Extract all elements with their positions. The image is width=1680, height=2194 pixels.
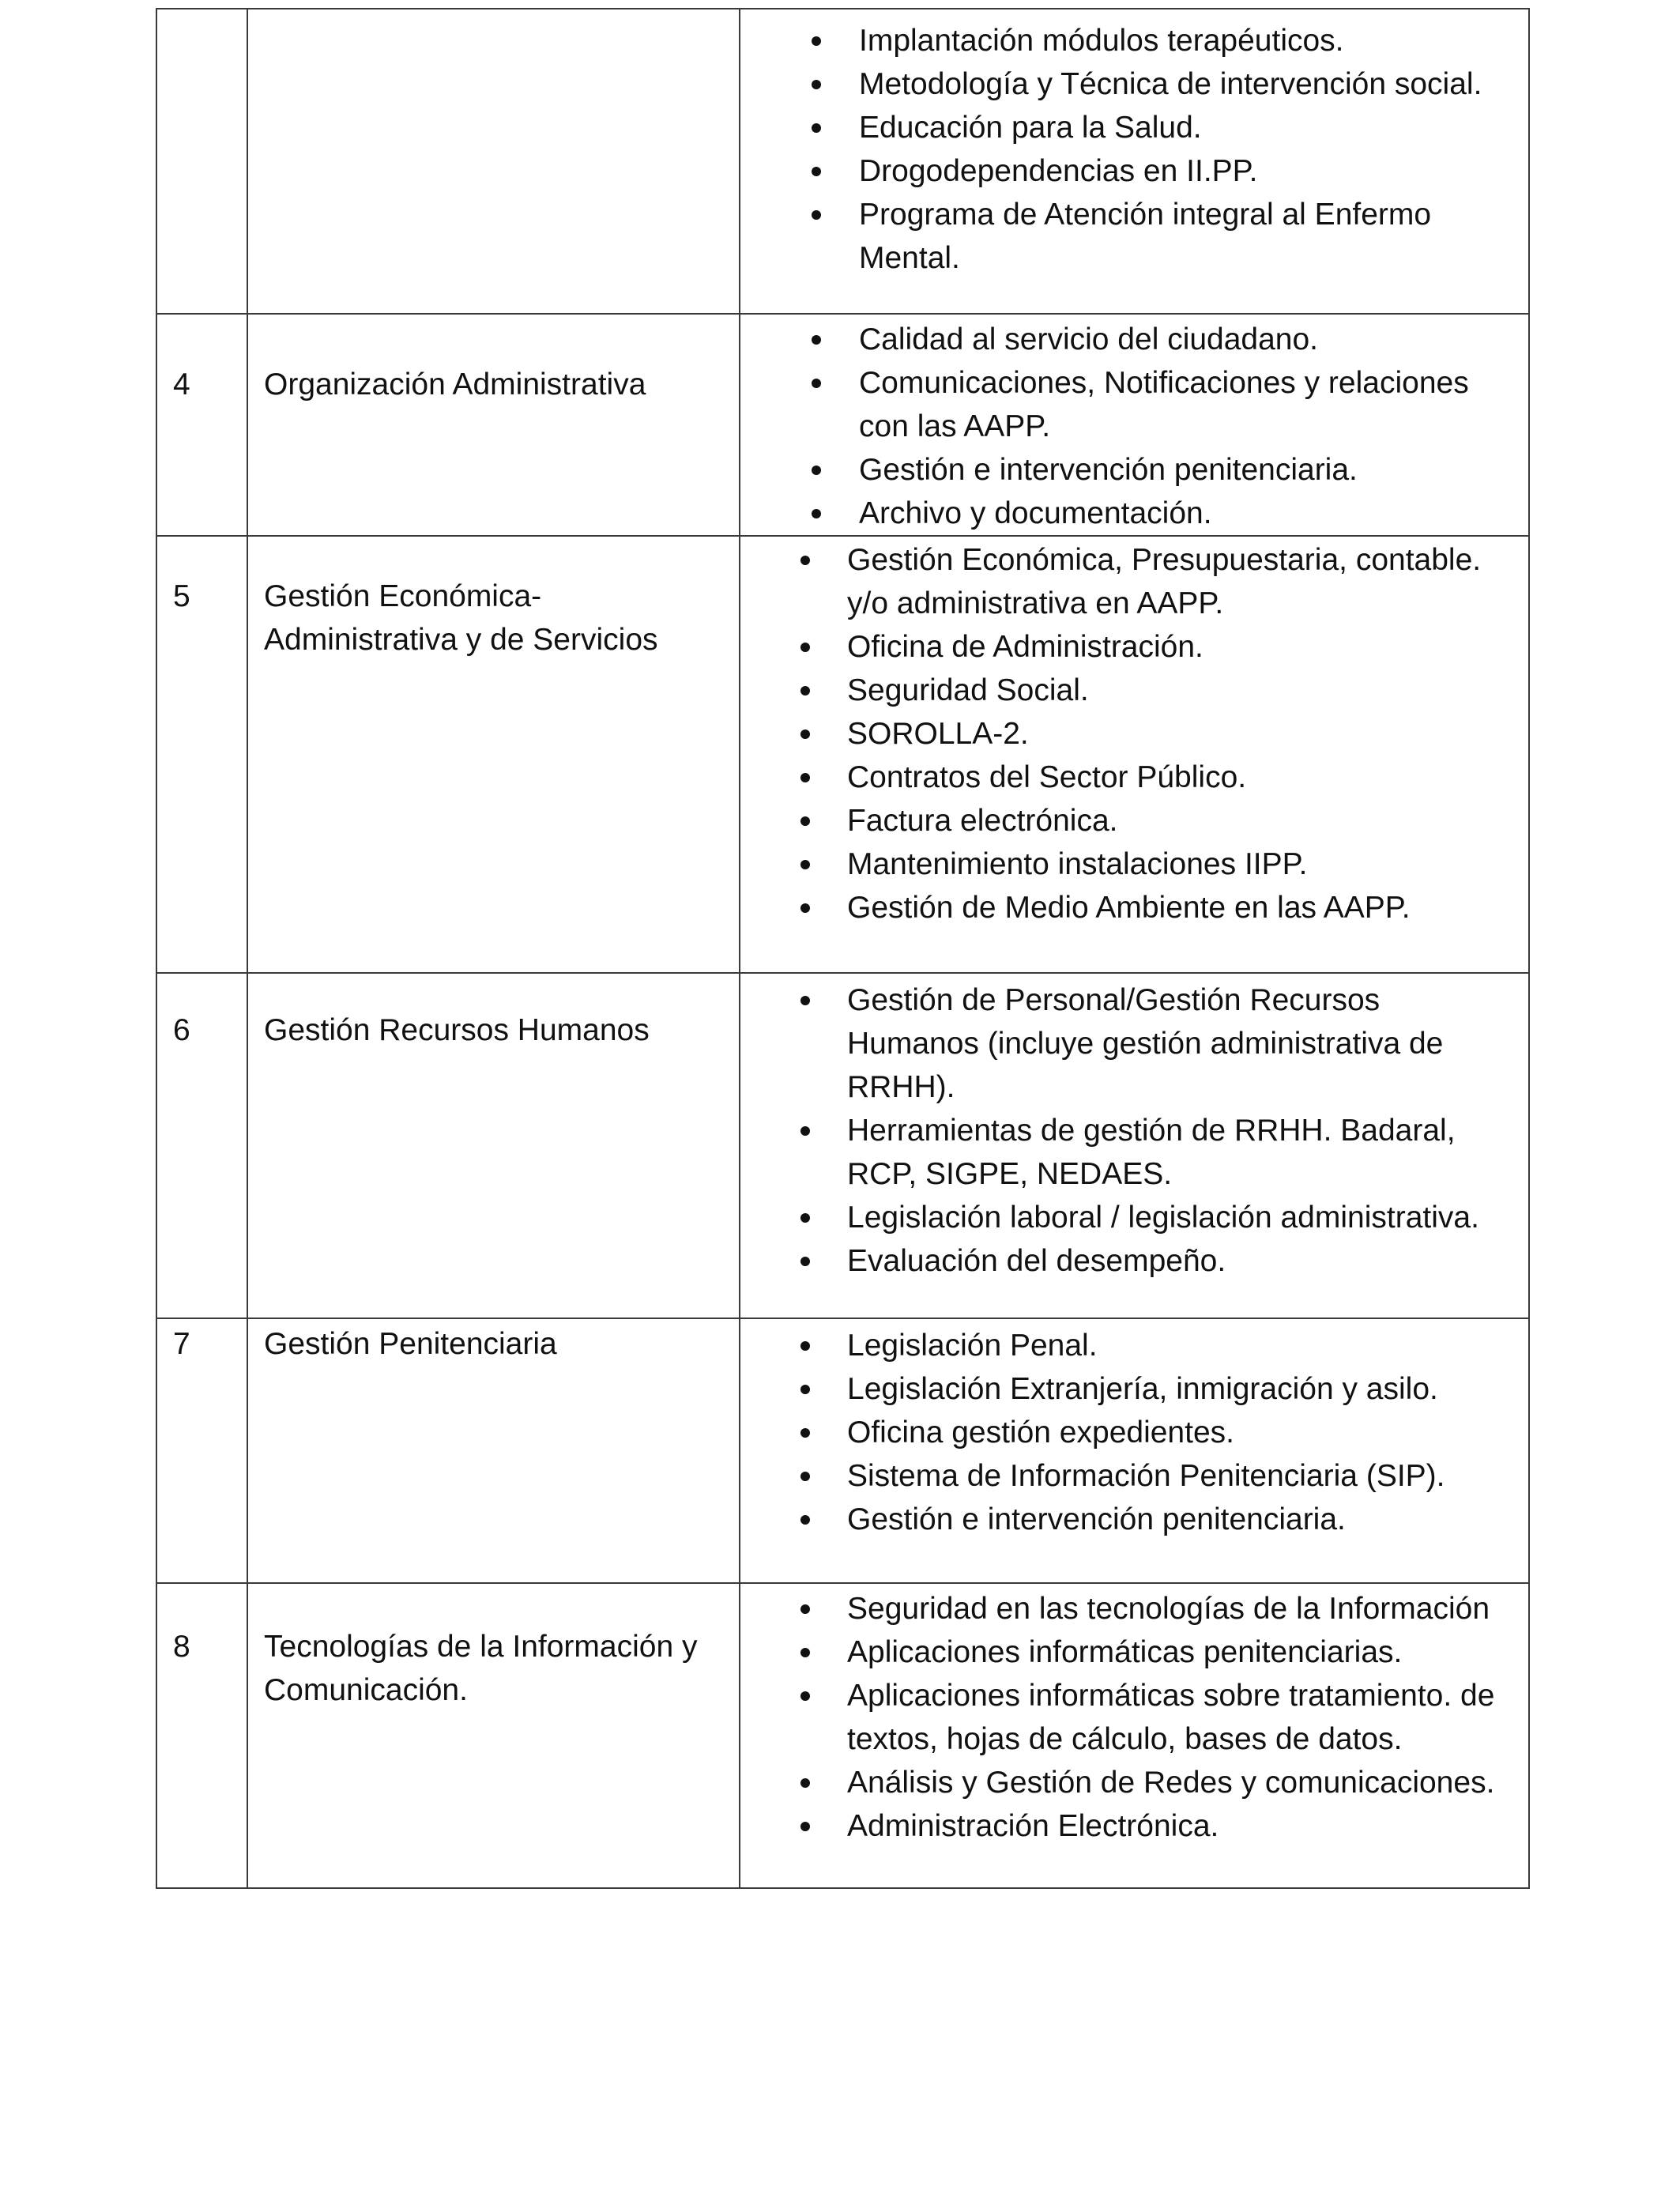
list-item <box>740 1367 1528 1411</box>
bullet-icon <box>800 1778 810 1788</box>
list-item <box>740 886 1528 929</box>
list-item <box>740 361 1528 448</box>
list-item <box>740 978 1528 1109</box>
table-row <box>156 536 1529 973</box>
list-item-text: Mantenimiento instalaciones IIPP. <box>847 847 1308 881</box>
list-item <box>740 62 1528 106</box>
list-item-text: Herramientas de gestión de RRHH. Badaral, RCP, SIGPE, NEDAES. <box>847 1114 1456 1191</box>
list-item <box>740 1411 1528 1454</box>
item-list <box>740 1587 1528 1848</box>
list-item <box>740 843 1528 886</box>
row-number: 6 <box>173 1013 190 1047</box>
row-number-cell <box>156 1318 247 1583</box>
row-title-cell <box>247 973 740 1318</box>
bullet-icon <box>812 80 821 89</box>
row-title-cell <box>247 536 740 973</box>
bullet-icon <box>800 1341 810 1351</box>
row-title-cell <box>247 1318 740 1583</box>
list-item <box>740 1196 1528 1239</box>
bullet-icon <box>812 36 821 46</box>
list-item-text: Programa de Atención integral al Enfermo Mental. <box>859 198 1432 275</box>
row-items-cell <box>740 973 1529 1318</box>
bullet-icon <box>812 210 821 220</box>
item-list <box>740 19 1528 280</box>
row-items-cell <box>740 9 1529 314</box>
list-item-text: SOROLLA-2. <box>847 717 1029 751</box>
list-item <box>740 1804 1528 1848</box>
list-item <box>740 193 1528 280</box>
bullet-icon <box>800 643 810 652</box>
row-title: Organización Administrativa <box>264 368 646 401</box>
row-number: 7 <box>173 1327 190 1361</box>
table-row <box>156 314 1529 536</box>
bullet-icon <box>812 379 821 388</box>
table-row <box>156 1318 1529 1583</box>
list-item-text: Evaluación del desempeño. <box>847 1244 1226 1278</box>
row-number-cell <box>156 973 247 1318</box>
row-number-cell <box>156 314 247 536</box>
row-title-cell <box>247 1583 740 1888</box>
item-list <box>740 538 1528 929</box>
bullet-icon <box>800 1822 810 1831</box>
bullet-icon <box>812 509 821 518</box>
list-item-text: Seguridad en las tecnologías de la Información <box>847 1592 1490 1626</box>
list-item <box>740 756 1528 799</box>
bullet-icon <box>800 1428 810 1438</box>
list-item-text: Aplicaciones informáticas penitenciarias. <box>847 1635 1403 1669</box>
list-item <box>740 625 1528 669</box>
list-item-text: Seguridad Social. <box>847 673 1089 707</box>
list-item-text: Gestión de Personal/Gestión Recursos Humanos (incluye gestión administrativa de RRHH). <box>847 983 1444 1104</box>
list-item-text: Análisis y Gestión de Redes y comunicaciones. <box>847 1766 1495 1800</box>
row-title: Gestión Recursos Humanos <box>264 1013 650 1047</box>
list-item-text: Oficina gestión expedientes. <box>847 1416 1234 1449</box>
bullet-icon <box>800 860 810 869</box>
bullet-icon <box>800 816 810 826</box>
list-item <box>740 149 1528 193</box>
item-list <box>740 978 1528 1283</box>
bullet-icon <box>800 996 810 1005</box>
list-item-text: Gestión e intervención penitenciaria. <box>847 1502 1346 1536</box>
list-item <box>740 1761 1528 1804</box>
row-items-cell <box>740 1318 1529 1583</box>
row-items-cell <box>740 1583 1529 1888</box>
bullet-icon <box>800 686 810 696</box>
list-item <box>740 712 1528 756</box>
list-item-text: Legislación Extranjería, inmigración y asilo. <box>847 1372 1438 1406</box>
bullet-icon <box>812 167 821 176</box>
table-row <box>156 973 1529 1318</box>
row-title-cell <box>247 9 740 314</box>
list-item <box>740 492 1528 535</box>
row-items-cell <box>740 536 1529 973</box>
list-item-text: Gestión de Medio Ambiente en las AAPP. <box>847 891 1411 925</box>
bullet-icon <box>800 1126 810 1136</box>
row-number-cell <box>156 1583 247 1888</box>
bullet-icon <box>800 1604 810 1614</box>
row-title-cell <box>247 314 740 536</box>
list-item <box>740 1239 1528 1283</box>
row-number: 4 <box>173 368 190 401</box>
row-title: Gestión Penitenciaria <box>264 1327 557 1361</box>
bullet-icon <box>800 1515 810 1525</box>
list-item-text: Legislación Penal. <box>847 1329 1098 1363</box>
list-item <box>740 1109 1528 1196</box>
item-list <box>740 318 1528 535</box>
list-item-text: Aplicaciones informáticas sobre tratamiento. de textos, hojas de cálculo, bases de datos. <box>847 1679 1495 1756</box>
bullet-icon <box>800 773 810 782</box>
row-title: Gestión Económica-Administrativa y de Servicios <box>264 579 658 657</box>
row-number-cell <box>156 9 247 314</box>
bullet-icon <box>800 1472 810 1481</box>
list-item <box>740 799 1528 843</box>
list-item-text: Gestión e intervención penitenciaria. <box>859 453 1358 487</box>
bullet-icon <box>800 1691 810 1701</box>
list-item <box>740 1324 1528 1367</box>
list-item-text: Legislación laboral / legislación administrativa. <box>847 1201 1479 1235</box>
bullet-icon <box>800 1648 810 1657</box>
bullet-icon <box>812 466 821 475</box>
bullet-icon <box>812 335 821 345</box>
item-list <box>740 1324 1528 1541</box>
row-items-cell <box>740 314 1529 536</box>
list-item <box>740 1498 1528 1541</box>
list-item-text: Sistema de Información Penitenciaria (SIP). <box>847 1459 1445 1493</box>
list-item-text: Gestión Económica, Presupuestaria, contable. y/o administrativa en AAPP. <box>847 543 1482 620</box>
bullet-icon <box>800 1213 810 1223</box>
list-item-text: Educación para la Salud. <box>859 111 1202 145</box>
bullet-icon <box>800 903 810 913</box>
list-item-text: Administración Electrónica. <box>847 1809 1219 1843</box>
list-item <box>740 19 1528 62</box>
list-item-text: Oficina de Administración. <box>847 630 1203 664</box>
bullet-icon <box>800 1385 810 1394</box>
list-item <box>740 106 1528 149</box>
list-item-text: Archivo y documentación. <box>859 496 1212 530</box>
course-table <box>156 8 1530 1889</box>
list-item <box>740 1587 1528 1630</box>
bullet-icon <box>800 729 810 739</box>
list-item-text: Factura electrónica. <box>847 804 1118 838</box>
table-row <box>156 1583 1529 1888</box>
bullet-icon <box>800 1257 810 1266</box>
bullet-icon <box>800 556 810 565</box>
row-title: Tecnologías de la Información y Comunicación. <box>264 1630 698 1707</box>
table-row <box>156 9 1529 314</box>
list-item <box>740 1454 1528 1498</box>
row-number: 5 <box>173 579 190 613</box>
list-item-text: Comunicaciones, Notificaciones y relaciones con las AAPP. <box>859 366 1469 443</box>
list-item <box>740 538 1528 625</box>
list-item-text: Drogodependencias en II.PP. <box>859 154 1258 188</box>
list-item <box>740 318 1528 361</box>
list-item-text: Implantación módulos terapéuticos. <box>859 24 1344 58</box>
list-item <box>740 669 1528 712</box>
list-item-text: Metodología y Técnica de intervención social. <box>859 67 1482 101</box>
list-item-text: Contratos del Sector Público. <box>847 760 1247 794</box>
bullet-icon <box>812 123 821 133</box>
row-number: 8 <box>173 1630 190 1664</box>
list-item-text: Calidad al servicio del ciudadano. <box>859 322 1319 356</box>
row-number-cell <box>156 536 247 973</box>
list-item <box>740 448 1528 492</box>
list-item <box>740 1630 1528 1674</box>
list-item <box>740 1674 1528 1761</box>
